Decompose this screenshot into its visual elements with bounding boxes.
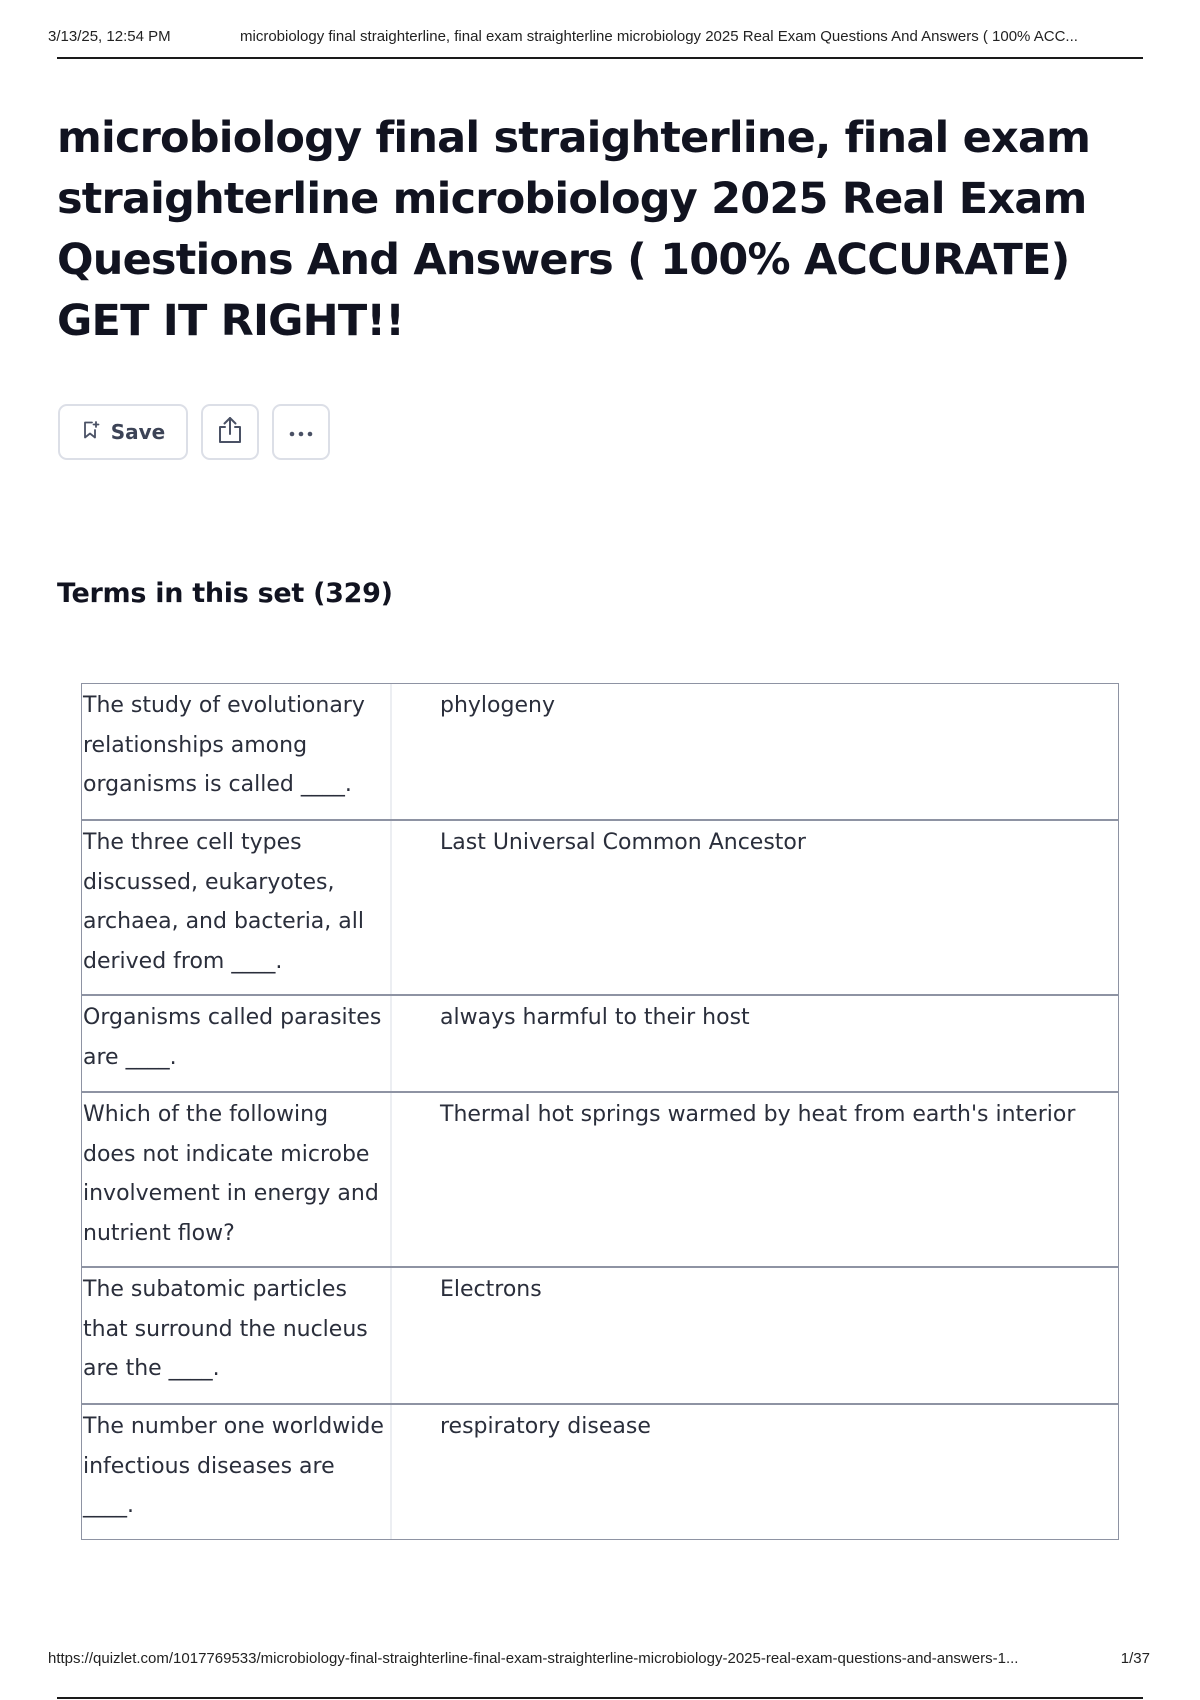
footer-divider xyxy=(57,1697,1143,1699)
terms-table xyxy=(81,683,1119,1540)
save-label: Save xyxy=(110,420,166,444)
term-cell: The three cell types discussed, eukaryotes, archaea, and bacteria, all derived from ____. xyxy=(82,821,392,994)
definition-cell: respiratory disease xyxy=(440,1414,651,1439)
share-icon xyxy=(216,415,244,449)
print-date: 3/13/25, 12:54 PM xyxy=(48,28,171,45)
save-button[interactable] xyxy=(58,404,188,460)
table-row xyxy=(82,684,1118,821)
term-cell: The subatomic particles that surround the nucleus are the ____. xyxy=(82,1268,392,1403)
page-url: https://quizlet.com/1017769533/microbiology-final-straighterline-final-exam-straighterline-microbiology-2025-real-exam-questions-and-answers-1... xyxy=(48,1650,1019,1667)
bookmark-add-icon xyxy=(81,420,101,445)
terms-heading: Terms in this set (329) xyxy=(57,578,393,609)
table-row xyxy=(82,1405,1118,1539)
table-row xyxy=(82,1268,1118,1405)
definition-cell: phylogeny xyxy=(440,693,555,718)
share-button[interactable] xyxy=(201,404,259,460)
header-divider xyxy=(57,57,1143,59)
page-title: microbiology final straighterline, final exam straighterline microbiology 2025 Real Exam Questions And Answers ( 100% ACCURATE) GET IT RIGHT!! xyxy=(57,113,1091,346)
print-doc-title: microbiology final straighterline, final exam straighterline microbiology 2025 Real Exam Questions And Answers ( 100% ACC... xyxy=(240,28,1078,45)
definition-cell: Electrons xyxy=(440,1277,542,1302)
term-cell: Organisms called parasites are ____. xyxy=(82,996,392,1091)
page-number: 1/37 xyxy=(1120,1650,1150,1667)
table-row xyxy=(82,996,1118,1093)
term-cell: The study of evolutionary relationships among organisms is called ____. xyxy=(82,684,392,819)
definition-cell: always harmful to their host xyxy=(440,1005,750,1030)
term-cell: The number one worldwide infectious diseases are ____. xyxy=(82,1405,392,1539)
definition-cell: Thermal hot springs warmed by heat from earth's interior xyxy=(440,1102,1076,1127)
action-bar xyxy=(58,404,330,460)
table-row xyxy=(82,821,1118,996)
more-options-button[interactable] xyxy=(272,404,330,460)
table-row xyxy=(82,1093,1118,1268)
definition-cell: Last Universal Common Ancestor xyxy=(440,830,806,855)
term-cell: Which of the following does not indicate microbe involvement in energy and nutrient flow? xyxy=(82,1093,392,1266)
more-horizontal-icon xyxy=(287,423,315,442)
